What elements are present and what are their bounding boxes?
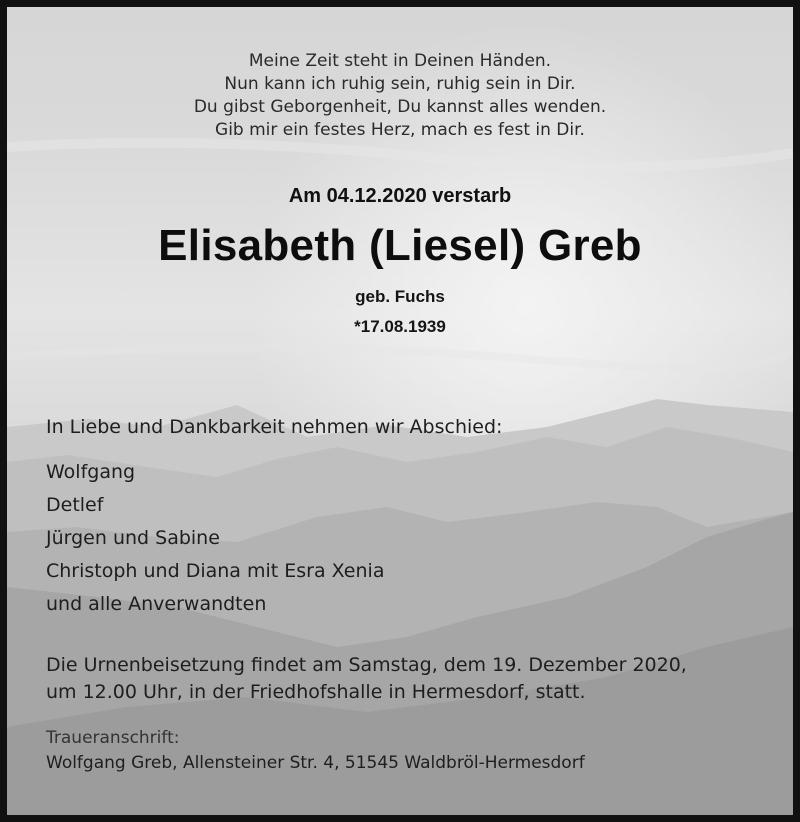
deceased-name: Elisabeth (Liesel) Greb xyxy=(158,221,642,270)
poem-line: Meine Zeit steht in Deinen Händen. xyxy=(248,51,552,71)
poem-line: Du gibst Geborgenheit, Du kannst alles wenden. xyxy=(193,97,607,117)
poem-line: Gib mir ein festes Herz, mach es fest in Dir. xyxy=(215,120,585,140)
burial-line: Die Urnenbeisetzung findet am Samstag, dem 19. Dezember 2020, xyxy=(46,654,687,676)
poem xyxy=(7,50,793,142)
birth-name: geb. Fuchs xyxy=(355,287,445,306)
mourner-name: und alle Anverwandten xyxy=(46,593,267,615)
birth-date: *17.08.1939 xyxy=(354,317,446,336)
mourner-name: Jürgen und Sabine xyxy=(46,527,220,549)
mourner-name: Wolfgang xyxy=(46,461,136,483)
death-announcement: Am 04.12.2020 verstarb xyxy=(288,185,512,207)
burial-info xyxy=(46,652,687,706)
contact-label: Traueranschrift: xyxy=(46,728,180,748)
mourner-name: Detlef xyxy=(46,494,104,516)
mourners-list xyxy=(46,456,384,621)
farewell-text: In Liebe und Dankbarkeit nehmen wir Abschied: xyxy=(46,416,503,438)
contact-address: Wolfgang Greb, Allensteiner Str. 4, 51545 Waldbröl-Hermesdorf xyxy=(46,753,585,773)
mourner-name: Christoph und Diana mit Esra Xenia xyxy=(46,560,385,582)
burial-line: um 12.00 Uhr, in der Friedhofshalle in Hermesdorf, statt. xyxy=(46,681,586,703)
poem-line: Nun kann ich ruhig sein, ruhig sein in Dir. xyxy=(224,74,576,94)
